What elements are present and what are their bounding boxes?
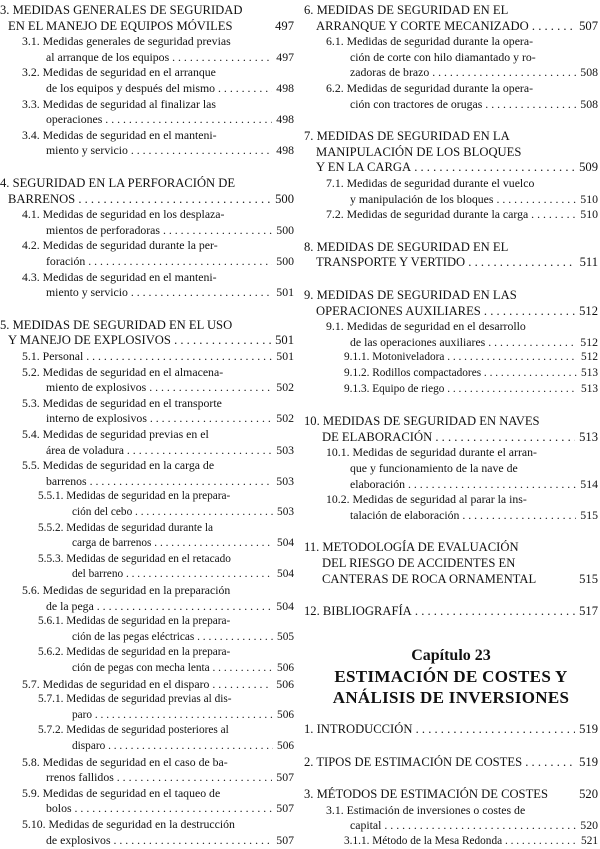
toc-entry <box>304 96 598 112</box>
toc-entry <box>0 660 294 676</box>
toc-entry <box>0 96 294 112</box>
toc-entry-title: capital <box>350 818 382 833</box>
toc-entry <box>0 80 294 96</box>
toc-entry-title: miento de explosivos <box>46 380 147 395</box>
toc-entry <box>0 785 294 801</box>
toc-entry <box>304 786 598 802</box>
toc-entry <box>304 191 598 207</box>
toc-entry <box>0 644 294 660</box>
toc-entry-title: mientos de perforadoras <box>46 222 160 237</box>
toc-entry <box>0 332 294 348</box>
toc-page-number: 508 <box>576 96 598 112</box>
toc-entry <box>0 64 294 80</box>
toc-page-number: 500 <box>272 253 294 269</box>
toc-entry <box>304 429 598 445</box>
toc-entry <box>304 603 598 619</box>
toc-entry-title: 9. MEDIDAS DE SEGURIDAD EN LAS <box>304 288 517 302</box>
toc-entry <box>304 476 598 492</box>
toc-entry-title: 9.1.2. Rodillos compactadores <box>344 367 482 379</box>
toc-entry <box>304 254 598 270</box>
toc-entry <box>0 111 294 127</box>
toc-entry-title: 5.7.1. Medidas de seguridad previas al dis- <box>38 693 232 706</box>
toc-entry-title: 6.1. Medidas de seguridad durante la opera- <box>326 34 534 49</box>
toc-entry-title: 4.1. Medidas de seguridad en los desplaza- <box>22 207 225 222</box>
toc-entry <box>0 18 294 34</box>
toc-entry <box>0 2 294 18</box>
toc-entry-title: 4.2. Medidas de seguridad durante la per- <box>22 238 218 253</box>
toc-entry <box>0 769 294 785</box>
toc-entry-title: DE ELABORACIÓN <box>322 429 433 444</box>
toc-entry-title: ción con tractores de orugas <box>350 96 483 111</box>
toc-entry <box>304 507 598 523</box>
toc-page-number: 506 <box>272 676 294 692</box>
toc-page-number: 498 <box>272 80 294 96</box>
toc-page-number: 505 <box>273 629 294 645</box>
toc-entry-title: 5.3. Medidas de seguridad en el transporte <box>22 395 222 410</box>
toc-entry <box>304 334 598 350</box>
toc-entry <box>0 535 294 551</box>
toc-page-number: 507 <box>575 18 598 34</box>
toc-entry-title: 3.4. Medidas de seguridad en el manteni- <box>22 127 217 142</box>
toc-entry <box>0 488 294 504</box>
toc-entry <box>0 707 294 723</box>
toc-entry-title: miento y servicio <box>46 143 128 158</box>
toc-entry <box>304 802 598 818</box>
toc-entry <box>304 64 598 80</box>
toc-page-number: 510 <box>576 206 598 222</box>
toc-entry-title: 3. MEDIDAS GENERALES DE SEGURIDAD <box>0 3 243 17</box>
toc-page-number: 498 <box>272 142 294 158</box>
toc-entry-title: zadoras de brazo <box>350 65 430 80</box>
toc-entry <box>0 379 294 395</box>
toc-entry <box>304 444 598 460</box>
toc-entry-title: 4. SEGURIDAD EN LA PERFORACIÓN DE <box>0 176 236 190</box>
toc-page-number: 507 <box>272 832 294 848</box>
toc-entry-title: 3.3. Medidas de seguridad al finalizar las <box>22 96 216 111</box>
toc-entry <box>0 127 294 143</box>
toc-entry <box>0 142 294 158</box>
toc-entry-title: 6.2. Medidas de seguridad durante la opera- <box>326 81 534 95</box>
toc-page-number: 501 <box>272 348 294 364</box>
toc-entry <box>0 676 294 692</box>
toc-entry <box>0 442 294 458</box>
toc-entry <box>304 144 598 160</box>
toc-entry-title: 9.1. Medidas de seguridad en el desarrollo <box>326 319 526 334</box>
toc-entry-title: EN EL MANEJO DE EQUIPOS MÓVILES <box>8 18 233 33</box>
toc-entry-title: al arranque de los equipos <box>46 49 170 64</box>
toc-page-number: 503 <box>272 442 294 458</box>
toc-entry <box>0 598 294 614</box>
toc-entry <box>0 317 294 333</box>
toc-page-number: 497 <box>272 49 294 65</box>
toc-page-number: 506 <box>273 660 294 676</box>
toc-entry <box>0 582 294 598</box>
toc-page-number: 502 <box>272 379 294 395</box>
toc-entry-title: operaciones <box>46 112 103 127</box>
toc-entry-title: 1. INTRODUCCIÓN <box>304 722 413 736</box>
toc-entry <box>0 800 294 816</box>
toc-entry-title: interno de explosivos <box>46 411 147 426</box>
toc-entry-title: área de voladura <box>46 442 124 457</box>
toc-entry <box>0 49 294 65</box>
toc-entry-title: 6. MEDIDAS DE SEGURIDAD EN EL <box>304 3 509 17</box>
toc-page-number: 498 <box>272 111 294 127</box>
toc-entry-title: 10. MEDIDAS DE SEGURIDAD EN NAVES <box>304 414 540 429</box>
toc-entry <box>0 566 294 582</box>
toc-entry-title: 5.6.2. Medidas de seguridad en la prepara- <box>38 646 231 659</box>
toc-entry <box>0 722 294 738</box>
toc-entry-title: Y MANEJO DE EXPLOSIVOS <box>8 333 171 348</box>
chapter-title-line-1: ESTIMACIÓN DE COSTES Y <box>334 667 568 686</box>
toc-entry-title: 5.9. Medidas de seguridad en el taqueo de <box>22 785 221 800</box>
toc-entry-title: ARRANQUE Y CORTE MECANIZADO <box>316 18 529 33</box>
toc-entry <box>304 460 598 476</box>
toc-entry <box>0 816 294 832</box>
toc-entry-title: 5.1. Personal <box>22 349 84 363</box>
toc-page-number: 521 <box>577 833 598 849</box>
toc-page-number: 513 <box>577 365 598 381</box>
toc-page-number: 508 <box>576 64 598 80</box>
toc-entry-title: talación de elaboración <box>350 507 460 522</box>
toc-entry-title: 5. MEDIDAS DE SEGURIDAD EN EL USO <box>0 317 233 332</box>
toc-page-number: 512 <box>576 334 598 350</box>
toc-entry <box>0 253 294 269</box>
toc-entry <box>304 206 598 222</box>
toc-entry-title: paro <box>72 708 93 721</box>
toc-entry-title: 4.3. Medidas de seguridad en el manteni- <box>22 269 217 284</box>
toc-page-number: 515 <box>576 507 598 523</box>
toc-entry <box>304 49 598 65</box>
toc-page-number: 502 <box>272 410 294 426</box>
toc-entry <box>0 551 294 567</box>
toc-entry-title: 5.7.2. Medidas de seguridad posteriores al <box>38 724 229 737</box>
toc-page-number: 497 <box>271 18 294 34</box>
toc-page-number: 501 <box>271 332 294 348</box>
toc-entry <box>304 303 598 319</box>
toc-page-number: 515 <box>575 571 598 587</box>
toc-page-number: 506 <box>273 738 294 754</box>
toc-entry <box>0 520 294 536</box>
toc-entry-title: 7.1. Medidas de seguridad durante el vuelco <box>326 176 535 190</box>
toc-entry <box>0 457 294 473</box>
toc-entry <box>304 239 598 255</box>
toc-entry-title: 3.1. Estimación de inversiones o costes de <box>326 802 526 817</box>
toc-entry <box>0 395 294 411</box>
toc-entry-title: carga de barrenos <box>72 537 152 550</box>
toc-entry-title: 3.2. Medidas de seguridad en el arranque <box>22 65 216 80</box>
toc-page-number: 504 <box>272 598 294 614</box>
toc-entry <box>304 18 598 34</box>
toc-entry <box>0 754 294 770</box>
toc-entry-title: 5.5.1. Medidas de seguridad en la prepara- <box>38 490 231 503</box>
toc-entry <box>0 206 294 222</box>
toc-entry-title: y manipulación de los bloques <box>350 191 494 206</box>
toc-entry <box>0 426 294 442</box>
toc-entry <box>0 832 294 848</box>
toc-page-number: 510 <box>576 191 598 207</box>
toc-page-number: 500 <box>271 191 294 207</box>
toc-page-number: 509 <box>575 159 598 175</box>
toc-entry-title: 10.1. Medidas de seguridad durante el arran- <box>326 445 537 460</box>
toc-page-number: 503 <box>272 473 294 489</box>
toc-entry-title: de las operaciones auxiliares <box>350 334 486 349</box>
toc-entry <box>304 833 598 849</box>
toc-entry-title: ción de las pegas eléctricas <box>72 630 195 643</box>
toc-entry <box>0 504 294 520</box>
toc-entry <box>304 128 598 144</box>
toc-entry <box>304 754 598 770</box>
toc-page-number: 513 <box>575 429 598 445</box>
toc-page-number: 512 <box>577 349 598 365</box>
toc-page-number: 503 <box>273 504 294 520</box>
toc-entry-title: TRANSPORTE Y VERTIDO <box>316 255 466 270</box>
toc-page-number: 513 <box>577 381 598 397</box>
toc-entry-title: 5.6. Medidas de seguridad en la preparación <box>22 583 231 597</box>
toc-page-number: 512 <box>575 303 598 319</box>
toc-entry-title: 5.8. Medidas de seguridad en el caso de ba- <box>22 754 228 769</box>
toc-page-number: 519 <box>575 754 598 770</box>
toc-entry <box>0 191 294 207</box>
toc-entry-title: 5.5. Medidas de seguridad en la carga de <box>22 458 215 473</box>
toc-entry-title: OPERACIONES AUXILIARES <box>316 303 481 318</box>
toc-entry-title: 5.5.2. Medidas de seguridad durante la <box>38 521 214 534</box>
toc-entry <box>304 571 598 587</box>
toc-page-number: 507 <box>272 800 294 816</box>
toc-entry-title: de la pega <box>46 598 94 613</box>
toc-entry <box>304 817 598 833</box>
toc-entry <box>304 80 598 96</box>
toc-entry <box>304 381 598 397</box>
toc-entry <box>0 269 294 285</box>
toc-entry-title: del barreno <box>72 568 124 581</box>
toc-entry-title: BARRENOS <box>8 191 76 206</box>
toc-entry-title: elaboración <box>350 476 406 491</box>
toc-entry-title: 12. BIBLIOGRAFÍA <box>304 604 412 619</box>
toc-entry <box>0 348 294 364</box>
toc-entry <box>0 284 294 300</box>
toc-entry-title: 5.2. Medidas de seguridad en el almacena- <box>22 364 224 379</box>
toc-entry <box>0 222 294 238</box>
toc-entry <box>0 364 294 380</box>
toc-entry-title: 7. MEDIDAS DE SEGURIDAD EN LA <box>304 129 510 144</box>
toc-page-number: 501 <box>272 284 294 300</box>
toc-entry-title: que y funcionamiento de la nave de <box>350 461 518 475</box>
toc-entry-title: 9.1.1. Motoniveladora <box>344 351 445 364</box>
toc-entry <box>0 629 294 645</box>
toc-entry <box>0 738 294 754</box>
toc-page-number: 500 <box>272 222 294 238</box>
toc-entry-title: 3. MÉTODOS DE ESTIMACIÓN DE COSTES <box>304 787 548 802</box>
toc-entry <box>304 555 598 571</box>
toc-entry-title: 3.1.1. Método de la Mesa Redonda <box>344 835 503 847</box>
toc-page-number: 514 <box>576 476 598 492</box>
toc-page-number: 517 <box>575 603 598 619</box>
toc-entry-title: 3.1. Medidas generales de seguridad previas <box>22 34 231 49</box>
chapter-title-line-2: ANÁLISIS DE INVERSIONES <box>332 688 570 707</box>
toc-entry <box>0 473 294 489</box>
toc-entry-title: CANTERAS DE ROCA ORNAMENTAL <box>322 571 537 586</box>
toc-entry-title: 10.2. Medidas de seguridad al parar la ins- <box>326 492 527 507</box>
toc-entry-title: 7.2. Medidas de seguridad durante la carga <box>326 207 529 222</box>
toc-entry <box>0 691 294 707</box>
toc-entry <box>304 539 598 555</box>
toc-entry <box>304 318 598 334</box>
toc-entry-title: 5.7. Medidas de seguridad en el disparo <box>22 676 210 691</box>
toc-page-number: 507 <box>272 769 294 785</box>
toc-entry <box>304 2 598 18</box>
toc-entry <box>0 175 294 191</box>
toc-entry-title: de los equipos y después del mismo <box>46 81 216 95</box>
toc-entry <box>304 159 598 175</box>
toc-entry-title: ción de corte con hilo diamantado y ro- <box>350 49 536 64</box>
toc-entry <box>304 175 598 191</box>
toc-entry-title: 5.5.3. Medidas de seguridad en el retacado <box>38 552 231 565</box>
toc-entry-title: 11. METODOLOGÍA DE EVALUACIÓN <box>304 540 519 555</box>
toc-entry-title: 5.6.1. Medidas de seguridad en la prepara- <box>38 615 231 628</box>
toc-entry-title: disparo <box>72 740 106 752</box>
toc-page-number: 506 <box>273 707 294 723</box>
toc-entry <box>0 613 294 629</box>
toc-page-number: 504 <box>273 566 294 582</box>
toc-entry-title: 5.4. Medidas de seguridad previas en el <box>22 427 209 441</box>
toc-entry-title: de explosivos <box>46 832 111 847</box>
toc-entry-title: DEL RIESGO DE ACCIDENTES EN <box>322 556 516 570</box>
toc-entry <box>304 33 598 49</box>
toc-entry-title: 2. TIPOS DE ESTIMACIÓN DE COSTES <box>304 754 523 769</box>
toc-entry-title: 8. MEDIDAS DE SEGURIDAD EN EL <box>304 239 509 254</box>
toc-entry-title: 5.10. Medidas de seguridad en la destrucción <box>22 817 235 831</box>
toc-page-number: 504 <box>273 535 294 551</box>
toc-page-number: 519 <box>575 721 598 737</box>
toc-entry <box>304 287 598 303</box>
toc-page-number: 520 <box>576 817 598 833</box>
toc-entry-title: 9.1.3. Equipo de riego <box>344 382 445 395</box>
toc-entry-title: bolos <box>46 801 72 816</box>
toc-entry <box>0 237 294 253</box>
toc-page-number: 520 <box>575 786 598 802</box>
toc-page-number: 511 <box>576 254 598 270</box>
toc-entry <box>0 33 294 49</box>
toc-entry-title: barrenos <box>46 473 87 488</box>
chapter-number: Capítulo 23 <box>411 647 491 664</box>
toc-entry-title: ción de pegas con mecha lenta <box>72 662 210 674</box>
toc-entry-title: foración <box>46 254 86 268</box>
toc-entry <box>304 365 598 381</box>
toc-entry <box>304 721 598 737</box>
toc-entry <box>0 410 294 426</box>
toc-entry-title: Y EN LA CARGA <box>316 160 412 175</box>
toc-entry-title: rrenos fallidos <box>46 770 114 785</box>
toc-entry <box>304 413 598 429</box>
toc-entry-title: ción del cebo <box>72 506 133 518</box>
toc-entry-title: MANIPULACIÓN DE LOS BLOQUES <box>316 144 522 159</box>
toc-entry-title: miento y servicio <box>46 285 128 300</box>
toc-entry <box>304 491 598 507</box>
toc-entry <box>304 349 598 365</box>
